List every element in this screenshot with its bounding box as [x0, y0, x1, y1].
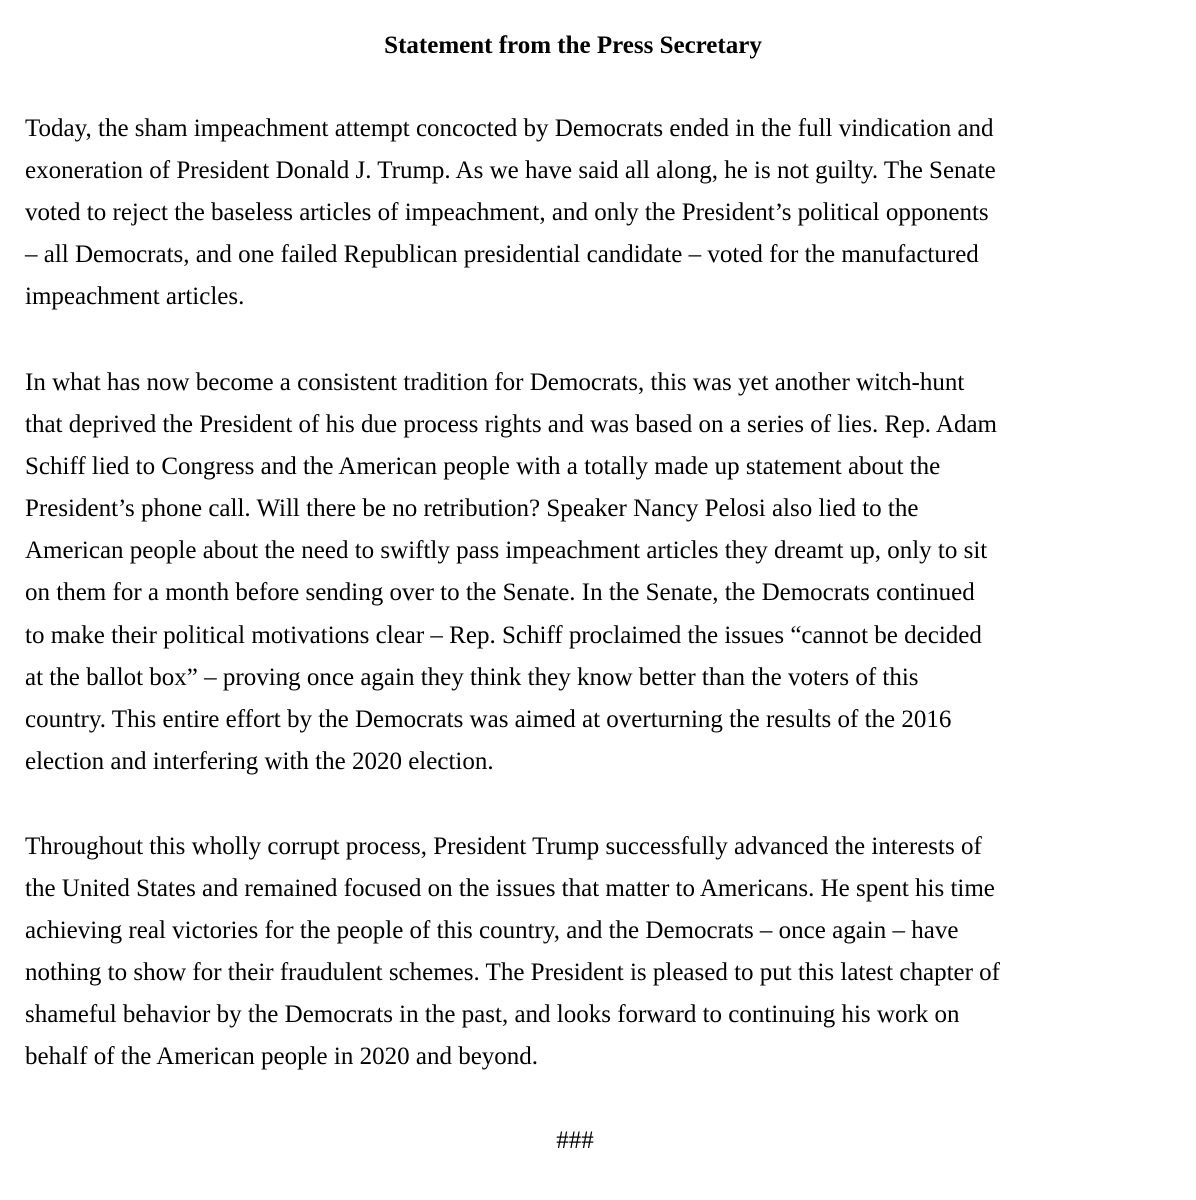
paragraph-line: Throughout this wholly corrupt process, President Trump successfully advanced the interests of	[25, 833, 982, 860]
paragraph-line: behalf of the American people in 2020 and beyond.	[25, 1043, 539, 1071]
paragraph-3	[25, 826, 1145, 1079]
paragraph-line: election and interfering with the 2020 election.	[25, 747, 494, 775]
paragraph-line: on them for a month before sending over to the Senate. In the Senate, the Democrats continued	[25, 579, 975, 607]
paragraph-line: voted to reject the baseless articles of impeachment, and only the President’s political opponents	[25, 199, 989, 227]
paragraph-line: at the ballot box” – proving once again they think they know better than the voters of this	[25, 663, 919, 691]
paragraph-line: Today, the sham impeachment attempt concocted by Democrats ended in the full vindication and	[25, 115, 994, 142]
paragraph-line: impeachment articles.	[25, 283, 245, 311]
paragraph-line: exoneration of President Donald J. Trump. As we have said all along, he is not guilty. The Senate	[25, 157, 996, 185]
paragraph-2	[25, 362, 1145, 783]
end-mark: ###	[556, 1127, 594, 1154]
paragraph-line: In what has now become a consistent tradition for Democrats, this was yet another witch-hunt	[25, 369, 965, 396]
paragraph-line: President’s phone call. Will there be no retribution? Speaker Nancy Pelosi also lied to the	[25, 495, 919, 523]
paragraph-line: achieving real victories for the people of this country, and the Democrats – once again – have	[25, 917, 959, 945]
paragraph-line: country. This entire effort by the Democrats was aimed at overturning the results of the 2016	[25, 705, 952, 733]
paragraph-line: American people about the need to swiftly pass impeachment articles they dreamt up, only to sit	[25, 537, 988, 565]
paragraph-line: shameful behavior by the Democrats in the past, and looks forward to continuing his work on	[25, 1001, 960, 1029]
paragraph-line: Schiff lied to Congress and the American people with a totally made up statement about the	[25, 453, 941, 481]
paragraph-line: the United States and remained focused on the issues that matter to Americans. He spent his time	[25, 875, 995, 903]
statement-title: Statement from the Press Secretary	[384, 32, 762, 59]
paragraph-line: nothing to show for their fraudulent schemes. The President is pleased to put this latest chapter of	[25, 959, 1001, 987]
paragraph-line: that deprived the President of his due process rights and was based on a series of lies. Rep. Adam	[25, 411, 997, 439]
paragraph-line: to make their political motivations clear – Rep. Schiff proclaimed the issues “cannot be decided	[25, 621, 982, 649]
paragraph-line: – all Democrats, and one failed Republican presidential candidate – voted for the manufactured	[25, 241, 979, 269]
paragraph-1	[25, 108, 1145, 318]
